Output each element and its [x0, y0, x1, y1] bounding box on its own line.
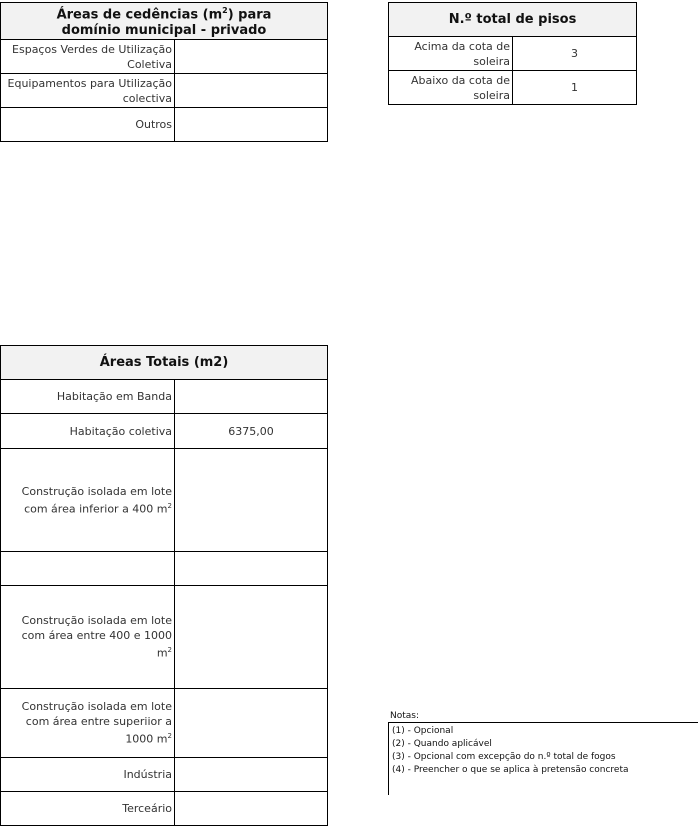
- value-cell[interactable]: [175, 380, 328, 414]
- row-label: Indústria: [1, 758, 175, 792]
- row-label: Terceário: [1, 792, 175, 826]
- value-cell[interactable]: [175, 40, 328, 74]
- value-cell[interactable]: [175, 758, 328, 792]
- pisos-title: N.º total de pisos: [389, 3, 637, 37]
- notes-title: Notas:: [390, 711, 420, 721]
- cedencias-title-text: Áreas de cedências (m: [56, 7, 223, 23]
- table-row: [1, 792, 328, 826]
- value-cell[interactable]: [175, 792, 328, 826]
- table-row: [1, 689, 328, 758]
- note-item: (2) - Quando aplicável: [392, 739, 492, 749]
- pisos-table: [388, 2, 637, 105]
- table-row: [1, 758, 328, 792]
- table-row: [1, 552, 328, 586]
- row-label-sup: 2: [167, 501, 172, 510]
- value-cell[interactable]: [175, 449, 328, 552]
- row-label: [1, 449, 175, 552]
- note-item: (4) - Preencher o que se aplica à pretensão concreta: [392, 765, 629, 775]
- row-label: Habitação coletiva: [1, 414, 175, 449]
- value-cell[interactable]: [175, 74, 328, 108]
- row-label: [1, 586, 175, 689]
- row-label-text: Construção isolada em lote com área inferior a 400 m: [21, 484, 172, 516]
- row-label: [1, 689, 175, 758]
- table-row: [1, 586, 328, 689]
- row-label: Habitação em Banda: [1, 380, 175, 414]
- value-cell[interactable]: 3: [513, 37, 637, 71]
- value-cell[interactable]: [175, 689, 328, 758]
- row-label: Outros: [1, 108, 175, 142]
- row-label-sup: 2: [167, 732, 172, 741]
- row-label-text: Construção isolada em lote com área entre superiior a 1000 m: [21, 700, 172, 746]
- table-row: [1, 74, 328, 108]
- value-cell[interactable]: [175, 552, 328, 586]
- cedencias-title-line2: domínio municipal - privado: [61, 23, 267, 39]
- note-item: (3) - Opcional com excepção do n.º total de fogos: [392, 752, 616, 762]
- table-row: [1, 380, 328, 414]
- row-label: Espaços Verdes de Utilização Coletiva: [1, 40, 175, 74]
- row-label: Abaixo da cota de soleira: [389, 71, 513, 105]
- table-row: [1, 108, 328, 142]
- row-label: Equipamentos para Utilização colectiva: [1, 74, 175, 108]
- row-label-text: Construção isolada em lote com área entre 400 e 1000 m: [21, 614, 172, 660]
- notes-box: [388, 722, 698, 795]
- totais-title: Áreas Totais (m2): [1, 346, 328, 380]
- value-cell[interactable]: 6375,00: [175, 414, 328, 449]
- cedencias-title: [1, 3, 328, 40]
- table-row: [1, 414, 328, 449]
- notes-section: [388, 711, 698, 795]
- table-row: [389, 71, 637, 105]
- cedencias-title-sup: 2: [222, 6, 228, 15]
- value-cell[interactable]: 1: [513, 71, 637, 105]
- value-cell[interactable]: [175, 108, 328, 142]
- row-label: Acima da cota de soleira: [389, 37, 513, 71]
- table-row: [1, 449, 328, 552]
- cedencias-table: [0, 2, 328, 142]
- row-label-sup: 2: [167, 646, 172, 655]
- note-item: (1) - Opcional: [392, 726, 454, 736]
- value-cell[interactable]: [175, 586, 328, 689]
- cedencias-title-text-end: ) para: [227, 7, 272, 23]
- table-row: [1, 40, 328, 74]
- row-label: [1, 552, 175, 586]
- table-row: [389, 37, 637, 71]
- areas-totais-table: [0, 345, 328, 826]
